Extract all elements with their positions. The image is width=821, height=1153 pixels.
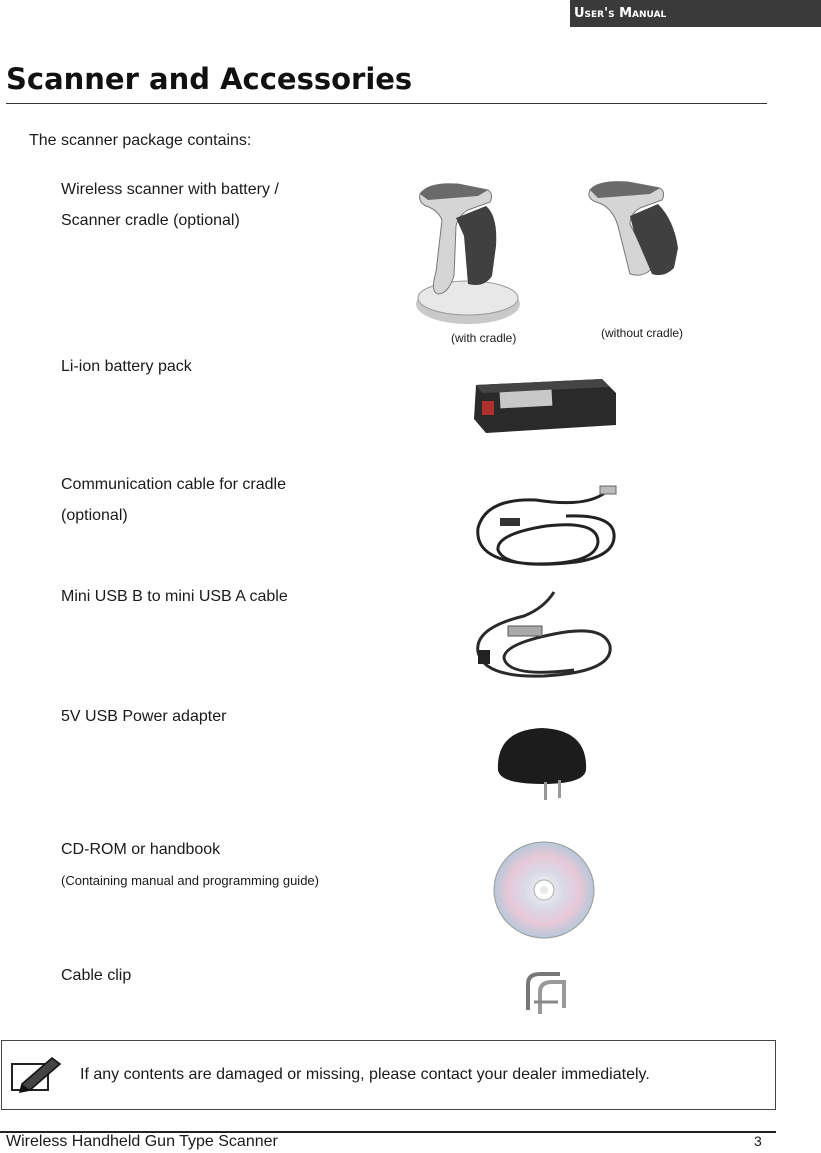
item-label-line: CD-ROM or handbook [61, 841, 221, 858]
item-label-line: Wireless scanner with battery / [61, 181, 279, 198]
scanner-without-cradle-image [582, 176, 692, 281]
item-power-adapter [61, 701, 226, 732]
item-note: (Containing manual and programming guide) [61, 873, 319, 888]
cable-clip-image [520, 966, 570, 1018]
item-label-line: 5V USB Power adapter [61, 708, 227, 725]
header-tab: User's Manual [570, 0, 821, 27]
item-label-line: Mini USB B to mini USB A cable [61, 588, 288, 605]
footer-product-name: Wireless Handheld Gun Type Scanner [6, 1133, 278, 1150]
power-adapter-image [492, 724, 592, 804]
item-label-line: Cable clip [61, 967, 132, 984]
intro-text: The scanner package contains: [29, 132, 252, 149]
item-scanner [61, 174, 279, 236]
mini-usb-cable-image [464, 588, 624, 690]
caption-without-cradle: (without cradle) [601, 326, 684, 340]
caption-with-cradle: (with cradle) [451, 331, 517, 345]
title-divider [6, 103, 767, 104]
item-label-line: Scanner cradle (optional) [61, 212, 240, 229]
item-cdrom [61, 834, 319, 896]
item-cable-clip [61, 960, 131, 991]
item-battery [61, 351, 192, 382]
communication-cable-image [466, 478, 628, 578]
item-label-line: (optional) [61, 507, 128, 524]
item-comm-cable [61, 469, 286, 531]
battery-pack-image [470, 375, 622, 437]
item-label-line: Li-ion battery pack [61, 358, 192, 375]
page-number: 3 [754, 1133, 762, 1149]
pencil-note-icon [8, 1054, 64, 1094]
notice-text: If any contents are damaged or missing, please contact your dealer immediately. [80, 1066, 650, 1083]
scanner-with-cradle-image [408, 176, 528, 326]
item-label-line: Communication cable for cradle [61, 476, 286, 493]
page-title: Scanner and Accessories [6, 62, 413, 96]
cd-rom-image [492, 840, 596, 940]
notice-box [1, 1040, 776, 1110]
item-usb-cable [61, 581, 288, 612]
